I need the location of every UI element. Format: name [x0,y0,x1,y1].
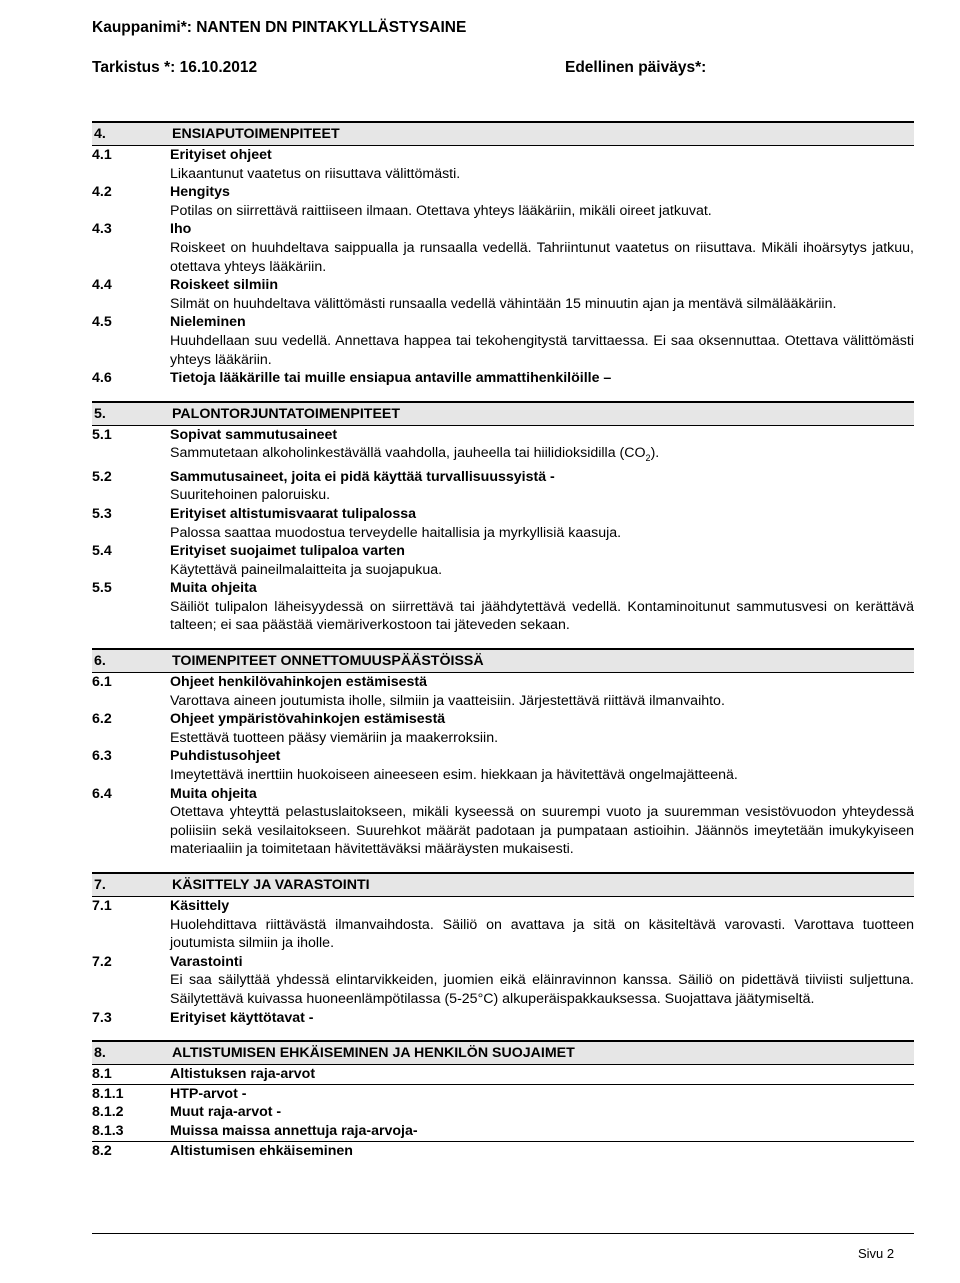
subsection-text [170,971,914,1008]
subsection [92,220,914,276]
subsection-title: Ohjeet henkilövahinkojen estämisestä [170,674,428,691]
subsection-text-main: Silmät on huuhdeltava välittömästi runsaalla vedellä vähintään 15 minuutin ajan ja mentävä silmälääkäriin. [170,295,837,312]
subsection-title: Roiskeet silmiin [170,277,279,294]
subsection-number: 5.5 [92,580,112,597]
subsection [92,313,914,369]
subsection-number: 4.3 [92,221,112,238]
section-title: TOIMENPITEET ONNETTOMUUSPÄÄSTÖISSÄ [172,653,484,670]
subsection-number: 8.2 [92,1142,112,1159]
subsection-number: 4.5 [92,314,112,331]
subsection-number: 4.1 [92,147,112,163]
footer-divider [92,1233,914,1234]
subsection-text-suffix: ). [650,445,660,462]
subsection [92,897,914,953]
subsection [92,747,914,784]
subsection-title: Hengitys [170,184,230,201]
subsection-title: Muita ohjeita [170,785,257,802]
subsection-title: Nieleminen [170,314,246,331]
subsection-title: HTP-arvot - [170,1085,247,1102]
section-header [92,872,914,897]
subsection-number: 7.3 [92,1009,112,1026]
previous-date: Edellinen päiväys*: [565,59,707,76]
subsection-text [170,444,914,467]
section-number: 7. [94,877,106,894]
subsection-text [170,332,914,369]
subsection-number: 6.2 [92,711,112,728]
subsection [92,785,914,859]
subsection-number: 5.3 [92,505,112,522]
subsection-text [170,486,914,505]
subsection-number: 4.2 [92,184,112,201]
subsection [92,673,914,710]
subscript: 2 [645,453,651,464]
subsection-text-main: Palossa saattaa muodostua terveydelle haitallisia ja myrkyllisiä kaasuja. [170,524,622,541]
product-name-heading: Kauppanimi*: NANTEN DN PINTAKYLLÄSTYSAINE [92,19,467,36]
subsection-text-main: Säiliöt tulipalon läheisyydessä on siirrettävä tai jäähdytettävä vedellä. Kontaminoitunut sammutusvesi on kerättävä talteen; ei saa päästää viemäriverkostoon tai jäteveden sekaan. [170,598,914,634]
subsection-number: 4.4 [92,277,112,294]
section-title: ALTISTUMISEN EHKÄISEMINEN JA HENKILÖN SUOJAIMET [172,1045,575,1062]
subsection-text [170,803,914,859]
subsection-text-main: Huuhdellaan suu vedellä. Annettava happea tai tekohengitystä tarvittaessa. Ei saa oksennuttaa. Otettava välittömästi yhteys lääkäriin. [170,332,914,368]
subsection [92,1009,914,1028]
subsection-title: Muissa maissa annettuja raja-arvoja- [170,1122,418,1139]
subsection [92,183,914,220]
subsection [92,542,914,579]
section-header [92,401,914,426]
subsection-text-main: Sammutetaan alkoholinkestävällä vaahdolla, jauheella tai hiilidioksidilla (CO [170,445,646,462]
subsection-text-main: Otettava yhteyttä pelastuslaitokseen, mikäli kyseessä on suurempi vuoto ja suuremman vesistövuodon yhteydessä poliisiin sekä vesilaitokseen. Suurehkot määrät padotaan ja pumpataan astioihin. Jäännös imeytetään imukykyiseen materiaaliin ja toimitetaan hävitettäväksi määräysten mukaisesti. [170,804,914,858]
subsection-title: Erityiset ohjeet [170,147,272,163]
subsection [92,1142,914,1161]
subsection-number: 8.1 [92,1066,112,1083]
subsection-number: 8.1.1 [92,1085,124,1102]
subsection-text-main: Suuritehoinen paloruisku. [170,487,331,504]
subsection [92,1122,914,1142]
section-title: PALONTORJUNTATOIMENPITEET [172,405,401,422]
subsection [92,1103,914,1122]
section-header [92,121,914,146]
subsection-title: Iho [170,221,192,238]
subsection-title: Puhdistusohjeet [170,748,281,765]
document-body [92,121,914,1160]
subsection-text [170,524,914,543]
subsection-number: 7.1 [92,898,112,915]
subsection [92,276,914,313]
subsection-number: 7.2 [92,953,112,970]
subsection-title: Altistumisen ehkäiseminen [170,1142,353,1159]
subsection-number: 6.1 [92,674,112,691]
section-number: 8. [94,1045,106,1062]
subsection-number: 6.3 [92,748,112,765]
subsection-text-main: Roiskeet on huuhdeltava saippualla ja runsaalla vedellä. Tahriintunut vaatetus on riisuttava. Mikäli ihoärsytys jatkuu, otettava yhteys lääkäriin. [170,239,914,275]
subsection-text-main: Huolehdittava riittävästä ilmanvaihdosta. Säiliö on avattava ja sitä on käsiteltävä varovasti. Varottava tuotteen joutumista silmiin ja iholle. [170,916,914,952]
subsection-text-main: Käytettävä paineilmalaitteita ja suojapukua. [170,561,443,578]
subsection-title: Erityiset altistumisvaarat tulipalossa [170,505,417,522]
subsection [92,468,914,505]
section-title: KÄSITTELY JA VARASTOINTI [172,877,370,894]
subsection [92,426,914,468]
subsection [92,1085,914,1104]
subsection-number: 5.2 [92,468,112,485]
page-number: Sivu 2 [858,1246,895,1261]
subsection-title: Muut raja-arvot - [170,1104,282,1121]
section-number: 4. [94,126,106,142]
subsection [92,710,914,747]
subsection-text-main: Estettävä tuotteen pääsy viemäriin ja maakerroksiin. [170,729,499,746]
subsection-text [170,692,914,711]
subsection-title: Erityiset käyttötavat - [170,1009,314,1026]
subsection-number: 8.1.2 [92,1104,124,1121]
subsection-title: Sammutusaineet, joita ei pidä käyttää turvallisuussyistä - [170,468,555,485]
subsection-text-main: Likaantunut vaatetus on riisuttava välittömästi. [170,165,461,182]
subsection-number: 5.4 [92,543,112,560]
subsection-text [170,295,914,314]
subsection-title: Erityiset suojaimet tulipaloa varten [170,543,405,560]
subsection-text-main: Potilas on siirrettävä raittiiseen ilmaan. Otettava yhteys lääkäriin, mikäli oireet jatkuvat. [170,202,712,219]
subsection-title: Varastointi [170,953,243,970]
subsection-number: 5.1 [92,426,112,443]
subsection-text [170,561,914,580]
subsection-number: 8.1.3 [92,1122,124,1139]
subsection-text [170,598,914,635]
subsection-text-main: Varottava aineen joutumista iholle, silmiin ja vaatteisiin. Järjestettävä riittävä ilmanvaihto. [170,692,725,709]
subsection [92,146,914,183]
subsection-text-main: Ei saa säilyttää yhdessä elintarvikkeiden, juomien eikä eläinravinnon kanssa. Säiliö on pidettävä tiiviisti suljettuna. Säilytettävä kuivassa huoneenlämpötilassa (5-25°C) alkuperäispakkauksessa. Suojattava jäätymiseltä. [170,972,914,1007]
section-number: 5. [94,405,106,422]
subsection-title: Ohjeet ympäristövahinkojen estämisestä [170,711,446,728]
subsection [92,1065,914,1085]
subsection-text [170,202,914,221]
subsection-number: 4.6 [92,370,112,387]
subsection-title: Käsittely [170,898,230,915]
subsection-text [170,916,914,953]
subsection-text [170,766,914,785]
subsection [92,579,914,635]
revision-date: Tarkistus *: 16.10.2012 [92,59,258,76]
section-header [92,1040,914,1065]
subsection [92,505,914,542]
section-header [92,648,914,673]
subsection-text-main: Imeytettävä inerttiin huokoiseen aineeseen esim. hiekkaan ja hävitettävä ongelmajätteenä. [170,767,738,784]
section-number: 6. [94,653,106,670]
subsection-title: Tietoja lääkärille tai muille ensiapua antaville ammattihenkilöille – [170,370,612,387]
subsection-text [170,239,914,276]
subsection-title: Altistuksen raja-arvot [170,1066,316,1083]
subsection-title: Sopivat sammutusaineet [170,426,338,443]
subsection-text [170,729,914,748]
section-title: ENSIAPUTOIMENPITEET [172,126,340,142]
subsection [92,369,914,388]
subsection-number: 6.4 [92,785,112,802]
subsection-text [170,165,914,184]
subsection [92,953,914,1009]
subsection-title: Muita ohjeita [170,580,257,597]
